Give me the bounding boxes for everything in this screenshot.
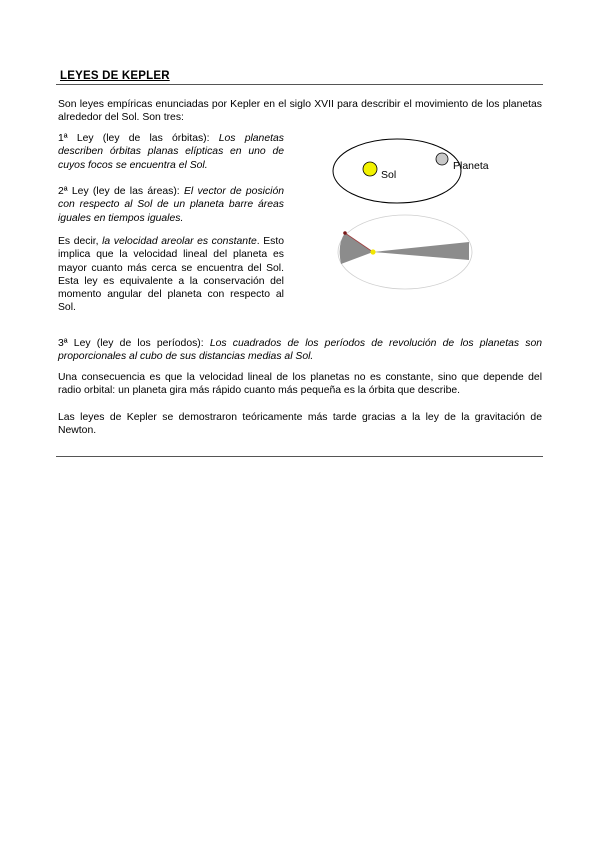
areas-diagram bbox=[335, 214, 475, 294]
orbit-diagram bbox=[330, 136, 505, 211]
law2-explanation-emphasis: la velocidad areolar es constante bbox=[102, 236, 257, 247]
sun-label: Sol bbox=[381, 169, 397, 181]
law1-statement: Los planetas describen órbitas planas elípticas en uno de cuyos focos se encuentra el Sol. bbox=[58, 133, 284, 171]
bottom-divider bbox=[56, 456, 543, 457]
title-divider bbox=[56, 84, 543, 85]
law2-paragraph bbox=[58, 185, 284, 225]
law3-paragraph bbox=[58, 337, 542, 364]
law2-prefix: 2ª Ley (ley de las áreas): bbox=[58, 186, 184, 197]
newton-paragraph: Las leyes de Kepler se demostraron teóricamente más tarde gracias a la ley de la gravitación de Newton. bbox=[58, 412, 542, 437]
page-title: LEYES DE KEPLER bbox=[60, 70, 170, 82]
planet-icon bbox=[436, 153, 448, 165]
law2-explanation-prefix: Es decir, bbox=[58, 236, 103, 247]
consequence-paragraph: Una consecuencia es que la velocidad lineal de los planetas no es constante, sino que depende del radio orbital: un planeta gira más rápido cuanto más pequeña es la órbita que describe. bbox=[58, 372, 542, 397]
intro-paragraph: Son leyes empíricas enunciadas por Kepler en el siglo XVII para describir el movimiento de los planetas alrededor del Sol. Son tres: bbox=[58, 99, 542, 124]
law3-statement: Los cuadrados de los períodos de revolución de los planetas son proporcionales al cubo de sus distancias medias al Sol. bbox=[58, 338, 543, 363]
law1-prefix: 1ª Ley (ley de las órbitas): bbox=[58, 133, 219, 144]
sun-focus-icon bbox=[370, 249, 375, 254]
law1-paragraph bbox=[58, 132, 284, 172]
planet-label: Planeta bbox=[453, 160, 489, 172]
law2-statement: El vector de posición con respecto al Sol de un planeta barre áreas iguales en tiempos iguales. bbox=[58, 186, 285, 224]
orbit-ellipse bbox=[333, 139, 461, 203]
law3-prefix: 3ª Ley (ley de los períodos): bbox=[58, 338, 210, 349]
sun-icon bbox=[363, 162, 377, 176]
law2-explanation bbox=[58, 235, 284, 315]
planet-marker-icon bbox=[343, 231, 347, 235]
law2-explanation-suffix: . Esto implica que la velocidad lineal del planeta es mayor cuanto más cerca se encuentra del Sol. Esta ley es equivalente a la conservación del momento angular del planeta con respecto al Sol. bbox=[58, 236, 284, 314]
